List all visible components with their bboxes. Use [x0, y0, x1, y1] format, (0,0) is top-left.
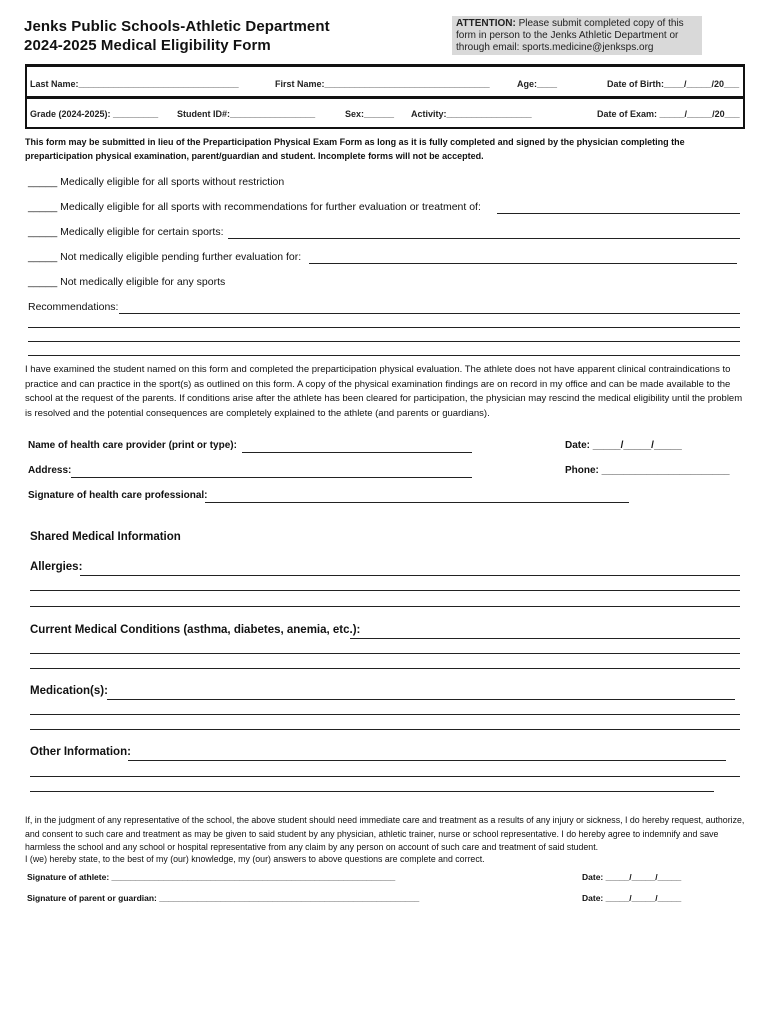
pending-evaluation-line[interactable]	[309, 263, 737, 264]
other-info-line-1[interactable]	[128, 760, 726, 761]
form-title-line2: 2024-2025 Medical Eligibility Form	[24, 37, 271, 54]
last-name-field[interactable]: Last Name:________________________________	[30, 79, 239, 89]
conditions-label: Current Medical Conditions (asthma, diabetes, anemia, etc.):	[30, 624, 361, 636]
intro-text: This form may be submitted in lieu of the Preparticipation Physical Exam Form as long as it is fully completed and signed by the physician completing the preparticipation physical examination, parent/guardian and student. Incomplete forms will not be accepted.	[25, 137, 685, 161]
medications-label: Medication(s):	[30, 685, 108, 697]
medications-line-3[interactable]	[30, 729, 740, 730]
allergies-line-1[interactable]	[80, 575, 740, 576]
recommendations-treatment-line[interactable]	[497, 213, 740, 214]
attention-notice	[452, 16, 702, 55]
medications-line-2[interactable]	[30, 714, 740, 715]
allergies-line-2[interactable]	[30, 590, 740, 591]
conditions-line-2[interactable]	[30, 653, 740, 654]
sex-field[interactable]: Sex:______	[345, 109, 395, 119]
first-name-field[interactable]: First Name:_________________________________	[275, 79, 490, 89]
option-not-eligible-pending[interactable]: _____ Not medically eligible pending further evaluation for:	[28, 251, 302, 263]
date-of-birth-field[interactable]: Date of Birth:____/_____/20___	[607, 79, 740, 89]
other-info-label: Other Information:	[30, 746, 131, 758]
grade-field[interactable]: Grade (2024-2025): _________	[30, 109, 159, 119]
other-info-line-3[interactable]	[30, 791, 714, 792]
conditions-line-1[interactable]	[350, 638, 740, 639]
provider-signature-label: Signature of health care professional:	[28, 490, 208, 501]
provider-name-label: Name of health care provider (print or type):	[28, 440, 237, 451]
info-box-divider	[27, 96, 743, 99]
date-of-exam-field[interactable]: Date of Exam: _____/_____/20___	[597, 109, 740, 119]
provider-address-line[interactable]	[71, 477, 472, 478]
statement-text: I (we) hereby state, to the best of my (our) knowledge, my (our) answers to above questions are complete and correct.	[25, 854, 485, 864]
consent-text: If, in the judgment of any representative of the school, the above student should need immediate care and treatment as a results of any injury or sickness, I do hereby request, authorize, and consent to such care and treatment as may be given to said student by any physician, athletic trainer, nurse or school representative. I do hereby agree to indemnify and save harmless the school and any school or hospital representative from any claim by any person on account of such care and treatment of said student.	[25, 815, 745, 852]
parent-signature-field[interactable]: Signature of parent or guardian: _______________________________________________________	[27, 893, 420, 903]
option-eligible-with-recommendations[interactable]: _____ Medically eligible for all sports with recommendations for further evaluation or treatment of:	[28, 201, 481, 213]
provider-address-label: Address:	[28, 465, 72, 476]
athlete-date-field[interactable]: Date: _____/_____/_____	[582, 872, 682, 882]
form-title-line1: Jenks Public Schools-Athletic Department	[24, 18, 330, 35]
shared-info-heading: Shared Medical Information	[30, 531, 181, 543]
exam-statement: I have examined the student named on this form and completed the preparticipation physical evaluation. The athlete does not have apparent clinical contraindications to practice and can practice in the sport(s) as outlined on this form. A copy of the physical examination findings are on record in my office and can be made available to the school at the request of the parents. If conditions arise after the athlete has been cleared for participation, the physician may rescind the medical eligibility until the problem is resolved and the potential consequences are completely explained to the athlete (and parents or guardians).	[25, 364, 743, 419]
option-eligible-certain-sports[interactable]: _____ Medically eligible for certain sports:	[28, 226, 224, 238]
age-field[interactable]: Age:____	[517, 79, 558, 89]
athlete-signature-field[interactable]: Signature of athlete: ____________________________________________________________	[27, 872, 396, 882]
conditions-line-3[interactable]	[30, 668, 740, 669]
recommendations-line-1[interactable]	[119, 313, 740, 314]
recommendations-line-2[interactable]	[28, 327, 740, 328]
provider-signature-line[interactable]	[205, 502, 629, 503]
provider-date-field[interactable]: Date: _____/_____/_____	[565, 440, 682, 451]
other-info-line-2[interactable]	[30, 776, 740, 777]
parent-date-field[interactable]: Date: _____/_____/_____	[582, 893, 682, 903]
recommendations-label: Recommendations:	[28, 301, 119, 313]
allergies-label: Allergies:	[30, 561, 83, 573]
option-not-eligible-any[interactable]: _____ Not medically eligible for any sports	[28, 276, 226, 288]
recommendations-line-4[interactable]	[28, 355, 740, 356]
provider-phone-field[interactable]: Phone: _______________________	[565, 465, 730, 476]
certain-sports-line[interactable]	[228, 238, 740, 239]
allergies-line-3[interactable]	[30, 606, 740, 607]
option-eligible-no-restriction[interactable]: _____ Medically eligible for all sports without restriction	[28, 176, 285, 188]
activity-field[interactable]: Activity:_________________	[411, 109, 532, 119]
student-id-field[interactable]: Student ID#:_________________	[177, 109, 316, 119]
recommendations-line-3[interactable]	[28, 341, 740, 342]
provider-name-line[interactable]	[242, 452, 472, 453]
medications-line-1[interactable]	[107, 699, 735, 700]
attention-text: Please submit completed copy of this form in person to the Jenks Athletic Department or through email: sports.medicine@jenksps.org	[456, 18, 684, 53]
attention-label: ATTENTION:	[456, 18, 516, 29]
student-info-box	[25, 64, 745, 129]
